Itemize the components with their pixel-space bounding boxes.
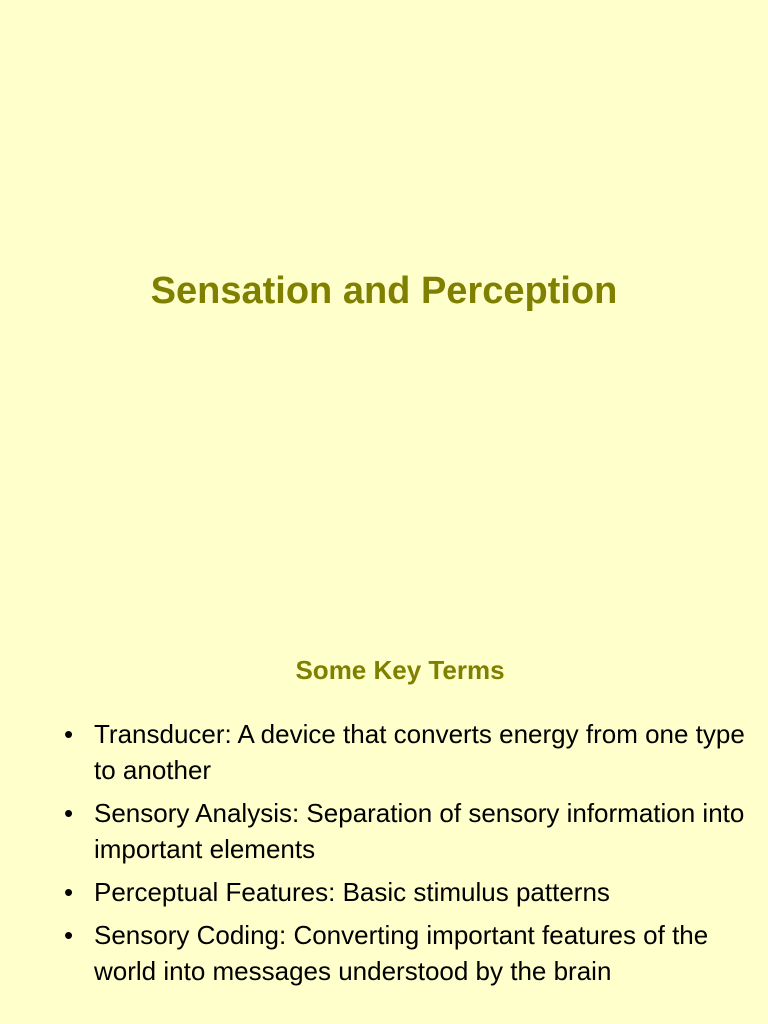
term-text: Transducer: A device that converts energy from one type to another xyxy=(94,719,745,785)
bullet-icon: • xyxy=(64,877,74,907)
list-item xyxy=(64,795,754,867)
slide-title: Sensation and Perception xyxy=(150,270,618,312)
section-heading: Some Key Terms xyxy=(295,655,505,685)
list-item xyxy=(64,917,754,989)
term-text: Perceptual Features: Basic stimulus patterns xyxy=(94,877,610,907)
bullet-icon: • xyxy=(64,719,74,749)
bullet-icon: • xyxy=(64,798,74,828)
term-text: Sensory Coding: Converting important features of the world into messages understood by the brain xyxy=(94,920,709,986)
list-item xyxy=(64,716,754,788)
key-terms-list xyxy=(64,716,754,996)
list-item xyxy=(64,874,754,910)
term-text: Sensory Analysis: Separation of sensory information into important elements xyxy=(94,798,745,864)
bullet-icon: • xyxy=(64,920,74,950)
